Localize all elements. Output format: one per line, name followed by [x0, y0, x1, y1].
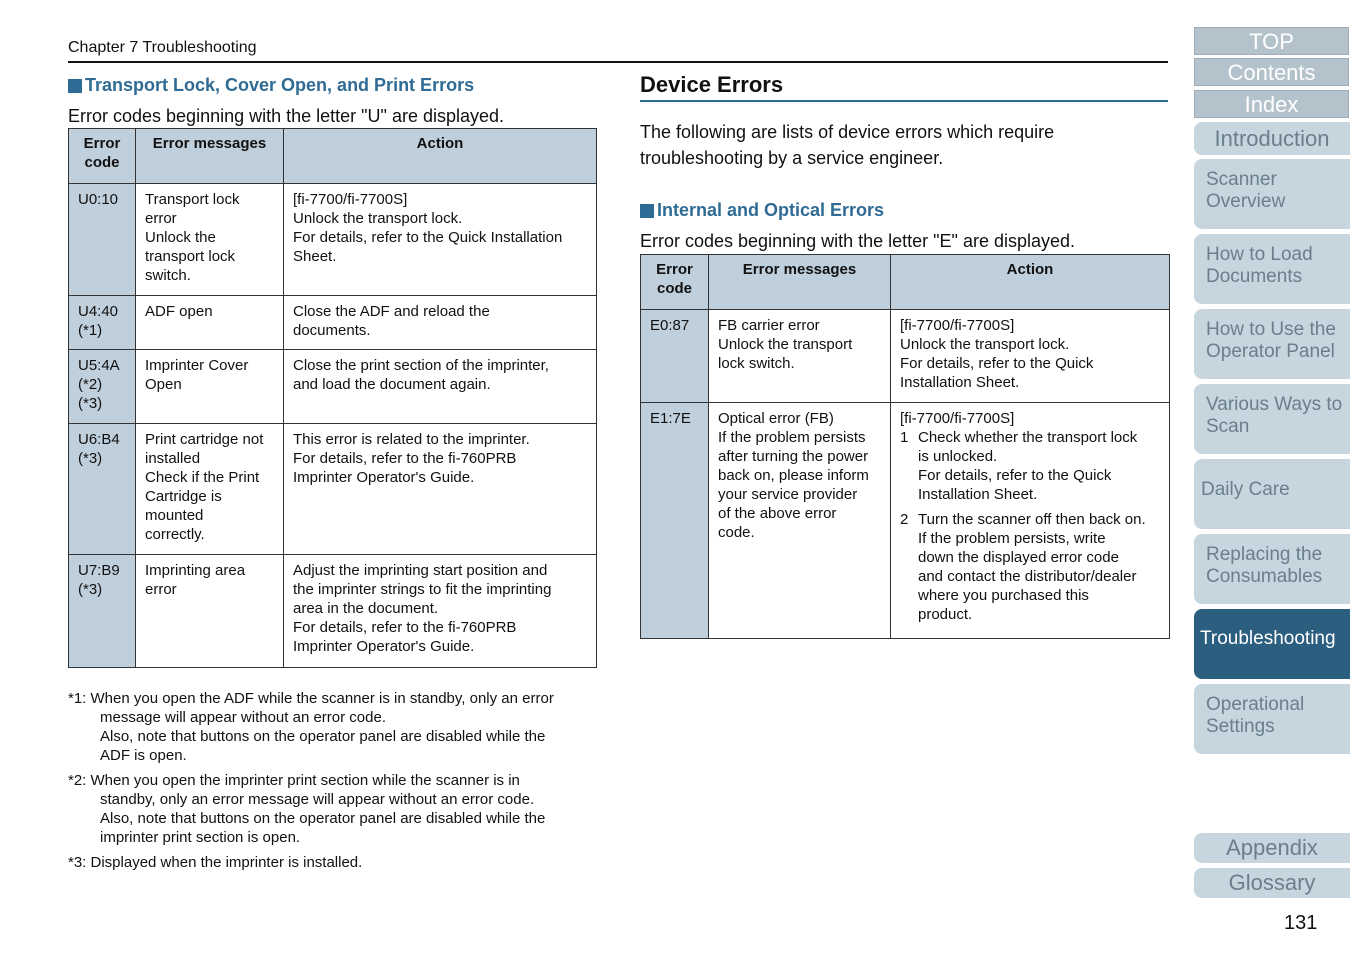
action-cell [891, 310, 1170, 403]
action-steps [900, 428, 1161, 624]
action-line: area in the document. [293, 600, 439, 617]
action-step [900, 510, 1161, 624]
table-row [69, 296, 597, 350]
error-code: (*2) [78, 376, 103, 393]
heading-rule [640, 100, 1168, 102]
square-bullet-icon [640, 204, 654, 218]
error-code-cell: E1:7E [641, 403, 709, 639]
square-bullet-icon [68, 79, 82, 93]
section-intro: Error codes beginning with the letter "U" are displayed. [68, 106, 505, 126]
column-header-code: Error code [69, 129, 136, 184]
footnote [68, 853, 598, 872]
column-header-messages: Error messages [136, 129, 284, 184]
nav-item-daily-care[interactable] [1194, 459, 1350, 529]
action-cell [284, 184, 597, 296]
error-message-line: transport lock [145, 248, 236, 265]
error-code: U5:4A [78, 357, 120, 374]
column-header-action: Action [891, 255, 1170, 310]
error-message-line: Imprinter Cover [145, 357, 249, 374]
nav-item-scanner-overview[interactable] [1194, 159, 1350, 229]
action-line: Imprinter Operator's Guide. [293, 638, 475, 655]
step-line: Installation Sheet. [918, 486, 1038, 503]
step-number: 1 [900, 429, 909, 446]
error-code-cell [69, 296, 136, 350]
error-code-cell: E0:87 [641, 310, 709, 403]
error-message-cell [136, 350, 284, 424]
error-message-line: back on, please inform [718, 467, 869, 484]
error-message-line: mounted [145, 507, 204, 524]
action-line: documents. [293, 322, 371, 339]
error-code: (*3) [78, 581, 103, 598]
error-table-e [640, 254, 1170, 639]
nav-item-label: Scanner [1206, 169, 1277, 190]
nav-item-label: Documents [1206, 266, 1303, 287]
section-title: Internal and Optical Errors [657, 200, 885, 220]
action-line: This error is related to the imprinter. [293, 431, 530, 448]
chapter-rule [68, 61, 1168, 63]
nav-contents-button[interactable]: Contents [1194, 58, 1349, 86]
error-message-line: Check if the Print [145, 469, 260, 486]
error-message-line: Unlock the transport [718, 336, 853, 353]
nav-item-label: How to Use the [1206, 319, 1336, 340]
action-cell [891, 403, 1170, 639]
section-intro: Error codes beginning with the letter "E" are displayed. [640, 231, 1076, 251]
footnote-line: *3: Displayed when the imprinter is installed. [68, 854, 363, 871]
section-title: Transport Lock, Cover Open, and Print Errors [85, 75, 475, 95]
nav-item-label: Operational [1206, 694, 1305, 715]
step-line: is unlocked. [918, 448, 998, 465]
error-message-cell [136, 296, 284, 350]
error-code-cell [69, 555, 136, 668]
step-line: down the displayed error code [918, 549, 1119, 566]
nav-top-button[interactable]: TOP [1194, 27, 1349, 55]
step-line: product. [918, 606, 973, 623]
intro-line: The following are lists of device errors which require [640, 122, 1055, 142]
device-errors-intro [640, 119, 1054, 171]
action-line: Close the ADF and reload the [293, 303, 490, 320]
nav-introduction[interactable]: Introduction [1194, 122, 1350, 155]
nav-item-operational-settings[interactable] [1194, 684, 1350, 754]
error-code: U4:40 [78, 303, 119, 320]
action-line: Close the print section of the imprinter, [293, 357, 549, 374]
footnotes [68, 689, 598, 878]
footnote-line: standby, only an error message will appear without an error code. [100, 791, 535, 808]
nav-glossary[interactable]: Glossary [1194, 868, 1350, 898]
error-message-cell [136, 424, 284, 555]
error-code: U0:10 [78, 191, 119, 208]
action-line: [fi-7700/fi-7700S] [293, 191, 408, 208]
error-message-cell [709, 310, 891, 403]
error-message-line: your service provider [718, 486, 858, 503]
footnote-line: *2: When you open the imprinter print section while the scanner is in [68, 772, 520, 789]
footnote [68, 771, 598, 847]
action-line: Installation Sheet. [900, 374, 1020, 391]
footnote-line: message will appear without an error code. [100, 709, 386, 726]
nav-item-label: Operator Panel [1206, 341, 1335, 362]
action-line: For details, refer to the Quick [900, 355, 1094, 372]
footnote-line: *1: When you open the ADF while the scanner is in standby, only an error [68, 690, 554, 707]
action-line: Unlock the transport lock. [900, 336, 1070, 353]
table-row [641, 403, 1170, 639]
error-message-cell [136, 555, 284, 668]
nav-item-label: Scan [1206, 416, 1250, 437]
table-row [69, 350, 597, 424]
error-message-line: Cartridge is [145, 488, 222, 505]
step-line: and contact the distributor/dealer [918, 568, 1137, 585]
action-cell [284, 424, 597, 555]
column-header-action: Action [284, 129, 597, 184]
error-message-line: Unlock the [145, 229, 216, 246]
step-line: Turn the scanner off then back on. [918, 511, 1146, 528]
error-message-line: lock switch. [718, 355, 795, 372]
page-heading: Device Errors [640, 72, 784, 97]
nav-appendix[interactable]: Appendix [1194, 833, 1350, 863]
error-code-cell [69, 184, 136, 296]
step-line: For details, refer to the Quick [918, 467, 1112, 484]
footnote-line: ADF is open. [100, 747, 187, 764]
nav-item-label: Settings [1206, 716, 1275, 737]
nav-item-label: Troubleshooting [1200, 628, 1336, 649]
action-line: For details, refer to the fi-760PRB [293, 450, 517, 467]
step-text [918, 428, 1137, 504]
nav-item-label: Consumables [1206, 566, 1323, 587]
error-message-line: Open [145, 376, 182, 393]
error-message-cell [136, 184, 284, 296]
action-line: [fi-7700/fi-7700S] [900, 410, 1015, 427]
error-message-line: installed [145, 450, 201, 467]
nav-item-label: Replacing the [1206, 544, 1323, 565]
nav-item-various-ways-to-scan[interactable] [1194, 384, 1350, 454]
table-row [641, 310, 1170, 403]
error-code-cell [69, 424, 136, 555]
error-message-line: FB carrier error [718, 317, 820, 334]
error-message-line: after turning the power [718, 448, 869, 465]
table-row [69, 424, 597, 555]
error-message-line: error [145, 210, 177, 227]
error-message-line: correctly. [145, 526, 205, 543]
action-cell [284, 296, 597, 350]
action-line: Sheet. [293, 248, 337, 265]
nav-item-label: Overview [1206, 191, 1286, 212]
error-message-line: of the above error [718, 505, 837, 522]
side-navigation [1194, 0, 1350, 954]
error-message-line: switch. [145, 267, 191, 284]
step-text [918, 510, 1146, 624]
error-code-cell [69, 350, 136, 424]
step-number: 2 [900, 511, 909, 528]
section-heading-transport [68, 75, 474, 96]
error-code: (*1) [78, 322, 103, 339]
error-message-line: Transport lock [145, 191, 240, 208]
error-table-u [68, 128, 597, 668]
action-line: the imprinter strings to fit the imprinting [293, 581, 552, 598]
table-row [69, 555, 597, 668]
nav-item-how-to-load-documents[interactable] [1194, 234, 1350, 304]
intro-line: troubleshooting by a service engineer. [640, 148, 944, 168]
error-code: (*3) [78, 450, 103, 467]
column-header-messages: Error messages [709, 255, 891, 310]
action-line: Imprinter Operator's Guide. [293, 469, 475, 486]
error-message-cell [709, 403, 891, 639]
table-row [69, 184, 597, 296]
footnote-line: Also, note that buttons on the operator panel are disabled while the [100, 728, 546, 745]
action-line: For details, refer to the fi-760PRB [293, 619, 517, 636]
nav-item-replacing-consumables[interactable] [1194, 534, 1350, 604]
footnote-line: imprinter print section is open. [100, 829, 301, 846]
nav-item-label: Daily Care [1201, 479, 1290, 500]
nav-index-button[interactable]: Index [1194, 90, 1349, 118]
action-line: Unlock the transport lock. [293, 210, 463, 227]
action-cell [284, 555, 597, 668]
footnote [68, 689, 598, 765]
chapter-title: Chapter 7 Troubleshooting [68, 39, 257, 56]
nav-item-label: Various Ways to [1206, 394, 1343, 415]
error-message-line: Print cartridge not [145, 431, 264, 448]
action-line: and load the document again. [293, 376, 491, 393]
column-header-code: Error code [641, 255, 709, 310]
action-cell [284, 350, 597, 424]
error-message-line: If the problem persists [718, 429, 866, 446]
action-line: Adjust the imprinting start position and [293, 562, 548, 579]
nav-item-label: How to Load [1206, 244, 1313, 265]
error-message-line: Imprinting area [145, 562, 246, 579]
section-heading-internal [640, 200, 884, 221]
error-code: U6:B4 [78, 431, 120, 448]
error-message-line: code. [718, 524, 755, 541]
action-line: For details, refer to the Quick Installation [293, 229, 563, 246]
footnote-line: Also, note that buttons on the operator panel are disabled while the [100, 810, 546, 827]
action-step [900, 428, 1161, 504]
page-number: 131 [1284, 912, 1318, 934]
error-message-line: Optical error (FB) [718, 410, 834, 427]
step-line: Check whether the transport lock [918, 429, 1138, 446]
error-message-line: error [145, 581, 177, 598]
error-message-line: ADF open [145, 303, 213, 320]
error-code: (*3) [78, 395, 103, 412]
action-line: [fi-7700/fi-7700S] [900, 317, 1015, 334]
step-line: where you purchased this [918, 587, 1089, 604]
nav-item-troubleshooting[interactable] [1194, 609, 1350, 679]
error-code: U7:B9 [78, 562, 120, 579]
nav-item-how-to-use-operator-panel[interactable] [1194, 309, 1350, 379]
step-line: If the problem persists, write [918, 530, 1106, 547]
